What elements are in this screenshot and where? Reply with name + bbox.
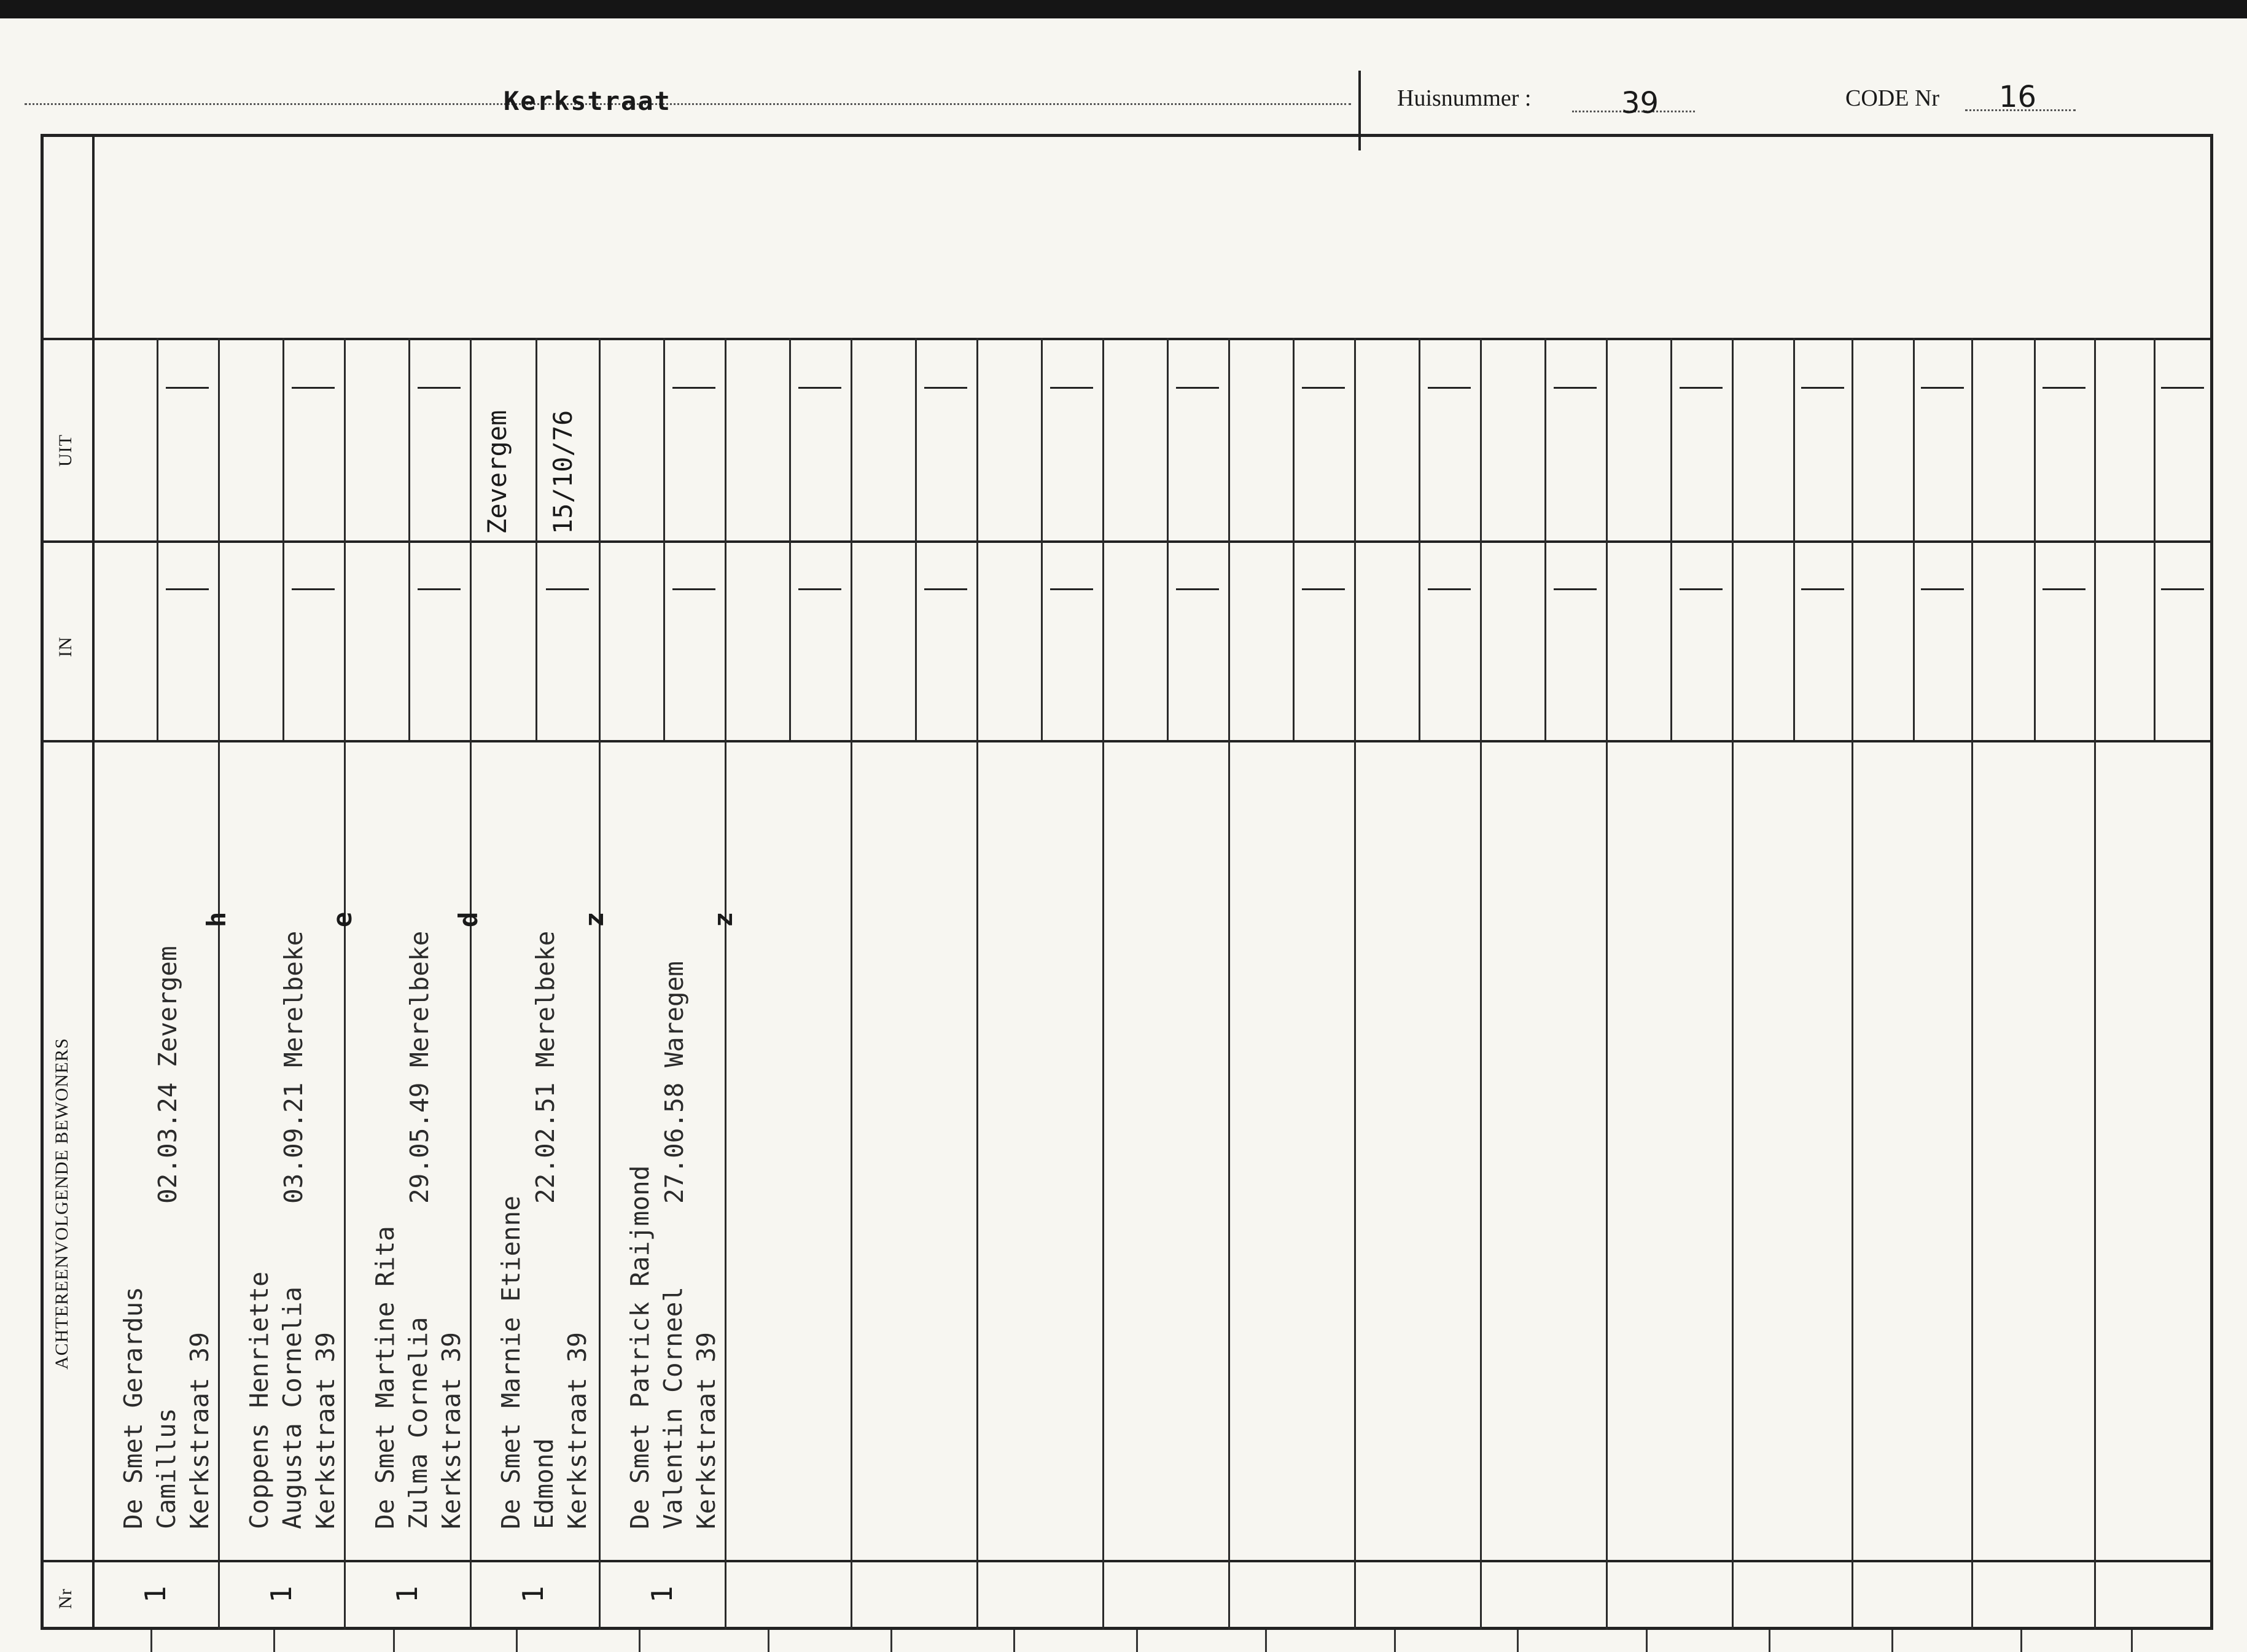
- in-empty-dash-0: [166, 588, 209, 590]
- uit-empty-dash-13: [1801, 387, 1844, 389]
- column-divider-8: [1102, 338, 1104, 1630]
- in-empty-dash-4: [672, 588, 715, 590]
- bottom-tick-13: [1769, 1630, 1770, 1652]
- resident-name-block: [243, 1271, 342, 1529]
- uit-empty-dash-4: [672, 387, 715, 389]
- subcolumn-divider-8: [1167, 338, 1169, 740]
- resident-name-line: De Smet Patrick Raijmond: [625, 1165, 655, 1529]
- resident-name-line: Kerkstraat 39: [437, 1332, 466, 1529]
- in-empty-dash-14: [1921, 588, 1964, 590]
- resident-birth: 22.02.51 Merelbeke: [531, 930, 560, 1204]
- register-table: [41, 134, 2213, 1630]
- in-empty-dash-9: [1302, 588, 1345, 590]
- subcolumn-divider-12: [1670, 338, 1672, 740]
- resident-name-line: Edmond: [529, 1438, 559, 1529]
- uit-empty-dash-6: [924, 387, 967, 389]
- resident-mark: d: [453, 911, 483, 927]
- resident-nr: 1: [265, 1586, 298, 1603]
- subcolumn-divider-6: [915, 338, 917, 740]
- uit-empty-dash-11: [1554, 387, 1597, 389]
- subcolumn-divider-9: [1293, 338, 1295, 740]
- resident-name-block: [494, 1196, 594, 1529]
- in-empty-dash-5: [798, 588, 841, 590]
- bottom-tick-14: [1891, 1630, 1893, 1652]
- in-empty-dash-2: [418, 588, 461, 590]
- code-value: 16: [1999, 80, 2037, 114]
- subcolumn-divider-2: [408, 338, 410, 740]
- in-empty-dash-1: [292, 588, 335, 590]
- bottom-tick-12: [1646, 1630, 1648, 1652]
- subcolumn-divider-5: [789, 338, 791, 740]
- house-number-label: Huisnummer :: [1397, 85, 1532, 111]
- resident-name-line: Kerkstraat 39: [691, 1332, 721, 1529]
- bottom-tick-11: [1517, 1630, 1519, 1652]
- in-empty-dash-10: [1428, 588, 1471, 590]
- row-label-bewoners: ACHTEREENVOLGENDE BEWONERS: [52, 1037, 72, 1370]
- row-divider-3: [92, 1560, 2213, 1562]
- bottom-tick-8: [1136, 1630, 1138, 1652]
- bottom-tick-5: [768, 1630, 769, 1652]
- uit-place: Zevergem: [482, 410, 512, 534]
- resident-name-line: Kerkstraat 39: [311, 1332, 340, 1529]
- resident-name-line: Camillus: [152, 1408, 181, 1529]
- in-empty-dash-11: [1554, 588, 1597, 590]
- bottom-tick-4: [639, 1630, 641, 1652]
- uit-empty-dash-14: [1921, 387, 1964, 389]
- resident-name-line: Kerkstraat 39: [185, 1332, 214, 1529]
- column-divider-13: [1732, 338, 1734, 1630]
- column-divider-1: [218, 338, 220, 1630]
- subcolumn-divider-15: [2034, 338, 2036, 740]
- column-divider-5: [725, 338, 726, 1630]
- subcolumn-divider-14: [1913, 338, 1915, 740]
- column-divider-12: [1606, 338, 1608, 1630]
- resident-nr: 1: [391, 1586, 424, 1603]
- scan-top-edge: [0, 0, 2247, 18]
- in-empty-dash-13: [1801, 588, 1844, 590]
- resident-birth: 27.06.58 Waregem: [660, 961, 689, 1204]
- label-row-divider-2: [41, 740, 92, 742]
- uit-empty-dash-15: [2043, 387, 2085, 389]
- bottom-tick-0: [150, 1630, 152, 1652]
- label-column-divider: [92, 134, 95, 1630]
- uit-empty-dash-16: [2161, 387, 2204, 389]
- bottom-tick-6: [890, 1630, 892, 1652]
- form-header: [0, 18, 2247, 135]
- resident-mark: z: [708, 911, 738, 927]
- resident-birth: 03.09.21 Merelbeke: [279, 930, 308, 1204]
- resident-mark: h: [201, 911, 232, 927]
- bottom-tick-7: [1013, 1630, 1015, 1652]
- in-empty-dash-16: [2161, 588, 2204, 590]
- resident-name-line: Zulma Cornelia: [403, 1317, 433, 1529]
- subcolumn-divider-7: [1041, 338, 1043, 740]
- uit-empty-dash-0: [166, 387, 209, 389]
- resident-nr: 1: [139, 1586, 172, 1603]
- row-divider-0: [92, 338, 2213, 340]
- resident-name-line: De Smet Gerardus: [119, 1287, 148, 1529]
- subcolumn-divider-16: [2154, 338, 2155, 740]
- resident-name-block: [368, 1226, 468, 1529]
- in-empty-dash-7: [1050, 588, 1093, 590]
- column-divider-14: [1852, 338, 1853, 1630]
- uit-empty-dash-1: [292, 387, 335, 389]
- row-divider-2: [92, 740, 2213, 742]
- resident-name-line: De Smet Marnie Etienne: [496, 1195, 526, 1529]
- uit-empty-dash-9: [1302, 387, 1345, 389]
- column-divider-4: [599, 338, 601, 1630]
- resident-name-line: Coppens Henriette: [244, 1271, 274, 1529]
- uit-empty-dash-2: [418, 387, 461, 389]
- resident-birth: 29.05.49 Merelbeke: [405, 930, 434, 1204]
- column-divider-16: [2094, 338, 2096, 1630]
- column-divider-3: [470, 338, 472, 1630]
- resident-name-block: [117, 1287, 216, 1529]
- label-row-divider-0: [41, 338, 92, 340]
- subcolumn-divider-11: [1544, 338, 1546, 740]
- column-divider-7: [976, 338, 978, 1630]
- column-divider-2: [344, 338, 346, 1630]
- label-row-divider-3: [41, 1560, 92, 1562]
- in-empty-dash-15: [2043, 588, 2085, 590]
- label-row-divider-1: [41, 540, 92, 543]
- subcolumn-divider-10: [1419, 338, 1420, 740]
- row-label-in: IN: [55, 636, 76, 657]
- bottom-tick-16: [2131, 1630, 2133, 1652]
- subcolumn-divider-4: [663, 338, 665, 740]
- resident-name-line: Kerkstraat 39: [563, 1332, 592, 1529]
- bottom-tick-1: [273, 1630, 275, 1652]
- bottom-tick-3: [516, 1630, 518, 1652]
- uit-empty-dash-5: [798, 387, 841, 389]
- in-empty-dash-8: [1176, 588, 1219, 590]
- resident-name-block: [623, 1166, 723, 1529]
- uit-empty-dash-12: [1680, 387, 1723, 389]
- resident-nr: 1: [645, 1586, 679, 1603]
- column-divider-15: [1971, 338, 1973, 1630]
- subcolumn-divider-1: [282, 338, 284, 740]
- resident-name-line: Valentin Corneel: [658, 1287, 688, 1529]
- bottom-tick-10: [1394, 1630, 1396, 1652]
- street-name: Kerkstraat: [504, 86, 671, 116]
- row-label-nr: Nr: [55, 1588, 76, 1609]
- bottom-tick-9: [1265, 1630, 1267, 1652]
- street-dotted-line: [25, 103, 1351, 105]
- house-number-value: 39: [1621, 86, 1659, 120]
- in-empty-dash-3: [546, 588, 589, 590]
- column-divider-9: [1228, 338, 1230, 1630]
- column-divider-11: [1480, 338, 1482, 1630]
- in-empty-dash-6: [924, 588, 967, 590]
- resident-nr: 1: [516, 1586, 550, 1603]
- resident-name-line: Augusta Cornelia: [278, 1287, 307, 1529]
- subcolumn-divider-0: [157, 338, 158, 740]
- uit-date: 15/10/76: [548, 410, 578, 534]
- subcolumn-divider-13: [1793, 338, 1795, 740]
- resident-name-line: De Smet Martine Rita: [370, 1226, 400, 1529]
- bottom-tick-15: [2020, 1630, 2022, 1652]
- bottom-tick-2: [393, 1630, 395, 1652]
- resident-birth: 02.03.24 Zevergem: [153, 946, 182, 1204]
- resident-mark: z: [579, 911, 609, 927]
- uit-empty-dash-7: [1050, 387, 1093, 389]
- column-divider-10: [1354, 338, 1356, 1630]
- row-divider-1: [92, 540, 2213, 543]
- row-label-uit: UIT: [55, 434, 76, 467]
- resident-mark: e: [327, 911, 357, 927]
- in-empty-dash-12: [1680, 588, 1723, 590]
- uit-empty-dash-10: [1428, 387, 1471, 389]
- subcolumn-divider-3: [535, 338, 537, 740]
- code-label: CODE Nr: [1845, 85, 1940, 111]
- uit-empty-dash-8: [1176, 387, 1219, 389]
- column-divider-6: [851, 338, 852, 1630]
